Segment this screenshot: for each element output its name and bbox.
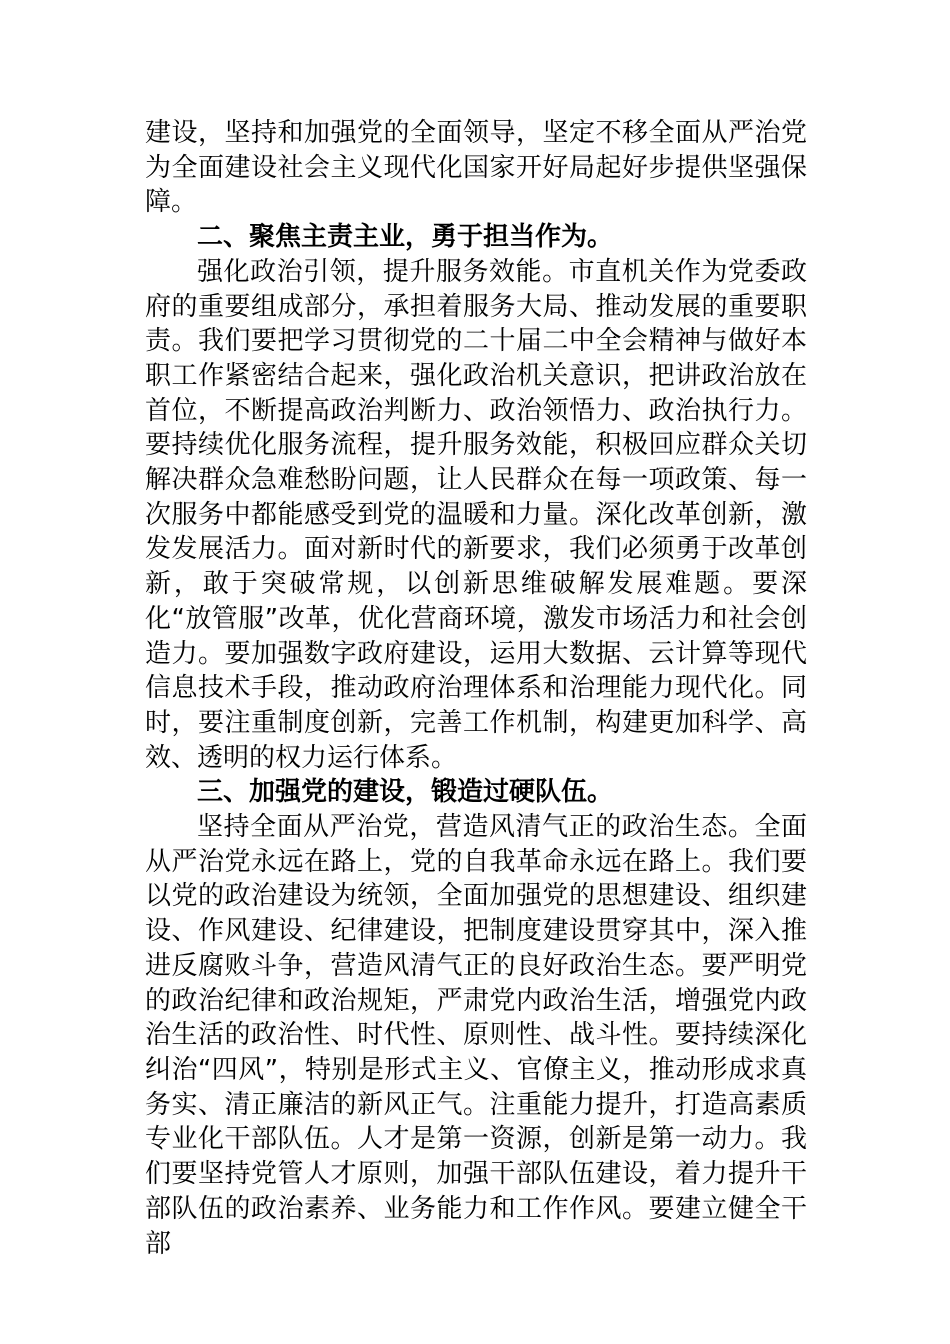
section-heading-3: 三、加强党的建设，锻造过硬队伍。 [197, 777, 614, 808]
paragraph-section-2: 强化政治引领，提升服务效能。市直机关作为党委政府的重要组成部分，承担着服务大局、推动发展的重要职责。我们要把学习贯彻党的二十届二中全会精神与做好本职工作紧密结合起来，强化政治机关意识，把讲政治放在首位，不断提高政治判断力、政治领悟力、政治执行力。要持续优化服务流程，提升服务效能，积极回应群众关切解决群众急难愁盼问题，让人民群众在每一项政策、每一次服务中都能感受到党的温暖和力量。深化改革创新，激发发展活力。面对新时代的新要求，我们必须勇于改革创新，敢于突破常规，以创新思维破解发展难题。要深化“放管服”改革，优化营商环境，激发市场活力和社会创造力。要加强数字政府建设，运用大数据、云计算等现代信息技术手段，推动政府治理体系和治理能力现代化。同时，要注重制度创新，完善工作机制，构建更加科学、高效、透明的权力运行体系。 [145, 256, 807, 773]
document-body [145, 116, 807, 1261]
section-heading-2: 二、聚焦主责主业，勇于担当作为。 [197, 222, 614, 253]
paragraph-section-3: 坚持全面从严治党，营造风清气正的政治生态。全面从严治党永远在路上，党的自我革命永远在路上。我们要以党的政治建设为统领，全面加强党的思想建设、组织建设、作风建设、纪律建设，把制度建设贯穿其中，深入推进反腐败斗争，营造风清气正的良好政治生态。要严明党的政治纪律和政治规矩，严肃党内政治生活，增强党内政治生活的政治性、时代性、原则性、战斗性。要持续深化纠治“四风”，特别是形式主义、官僚主义，推动形成求真务实、清正廉洁的新风正气。注重能力提升，打造高素质专业化干部队伍。人才是第一资源，创新是第一动力。我们要坚持党管人才原则，加强干部队伍建设，着力提升干部队伍的政治素养、业务能力和工作作风。要建立健全干部 [145, 812, 807, 1259]
paragraph-continued: 建设，坚持和加强党的全面领导，坚定不移全面从严治党为全面建设社会主义现代化国家开好局起好步提供坚强保障。 [145, 118, 807, 218]
